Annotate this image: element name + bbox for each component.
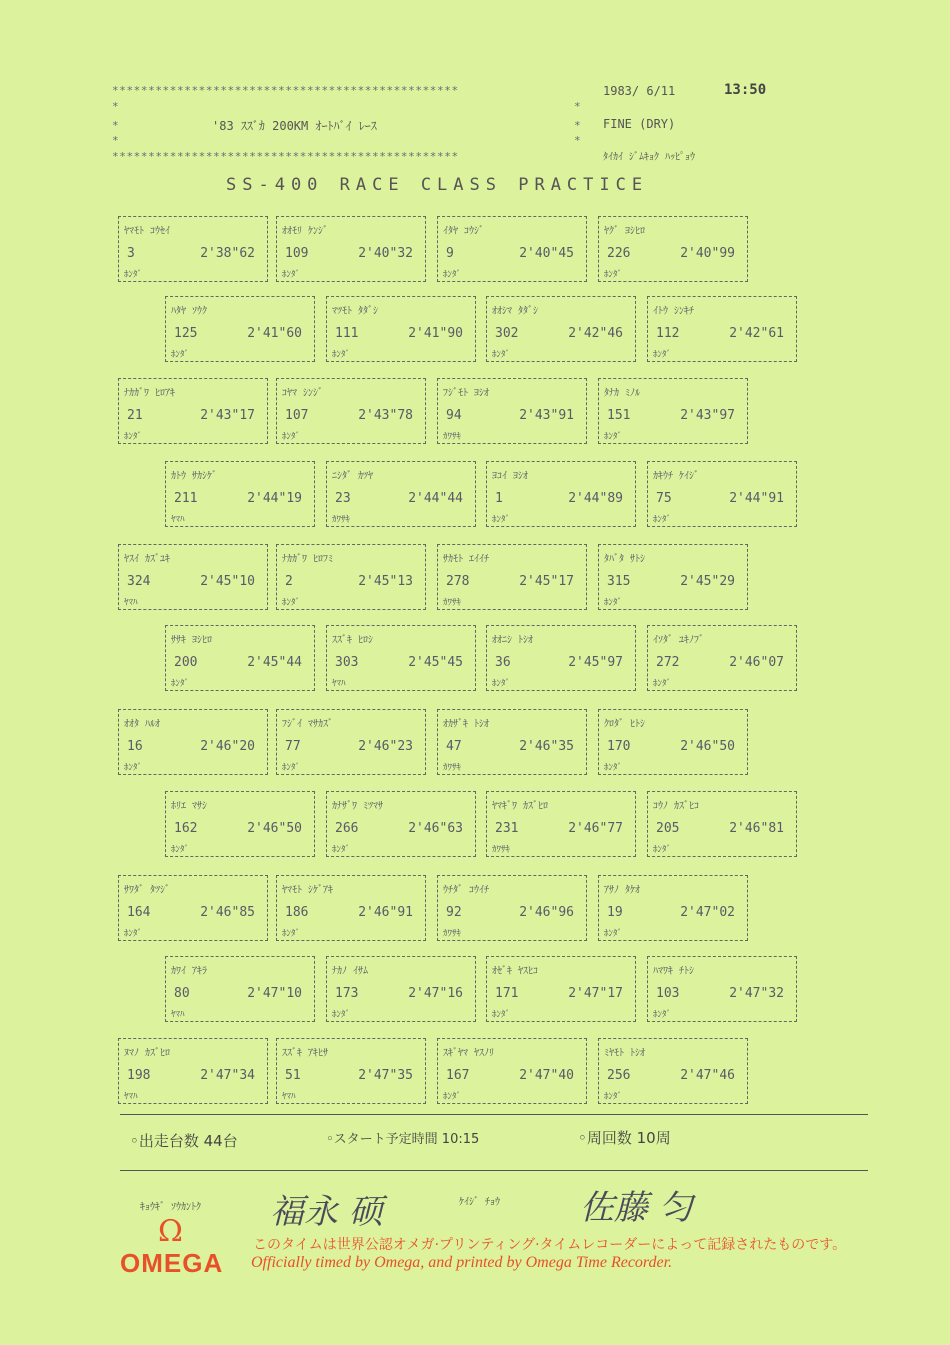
bike-number: 162 xyxy=(174,821,198,836)
result-card xyxy=(118,709,268,775)
rider-name: ﾅｶﾉ ｲｻﾑ xyxy=(332,966,369,977)
header-star-left-2: * xyxy=(112,119,120,132)
result-card xyxy=(276,544,426,610)
manufacturer: ﾎﾝﾀﾞ xyxy=(443,1092,462,1102)
result-card xyxy=(276,1038,426,1104)
bike-number: 266 xyxy=(335,821,359,836)
bike-number: 107 xyxy=(285,408,309,423)
result-card xyxy=(598,216,748,282)
result-card xyxy=(598,544,748,610)
lap-time: 2'47"02 xyxy=(680,905,735,920)
rider-name: ｲﾀﾔ ｺｳｼﾞ xyxy=(443,226,485,237)
rider-name: ｵｵｼﾏ ﾀﾀﾞｼ xyxy=(492,306,539,317)
rider-name: ｵｶｻﾞｷ ﾄｼｵ xyxy=(443,719,490,730)
lap-time: 2'43"78 xyxy=(358,408,413,423)
lap-time: 2'46"77 xyxy=(568,821,623,836)
lap-time: 2'45"45 xyxy=(408,655,463,670)
lap-time: 2'45"17 xyxy=(519,574,574,589)
manufacturer: ﾎﾝﾀﾞ xyxy=(282,598,301,608)
bike-number: 151 xyxy=(607,408,631,423)
manufacturer: ﾎﾝﾀﾞ xyxy=(171,679,190,689)
bike-number: 170 xyxy=(607,739,631,754)
timing-chief-label: ｹｲｼﾞ ﾁｮｳ xyxy=(459,1197,501,1208)
result-card xyxy=(647,296,797,362)
lap-time: 2'42"61 xyxy=(729,326,784,341)
lap-time: 2'47"40 xyxy=(519,1068,574,1083)
lap-time: 2'40"45 xyxy=(519,246,574,261)
result-card xyxy=(598,1038,748,1104)
lap-time: 2'43"97 xyxy=(680,408,735,423)
manufacturer: ﾎﾝﾀﾞ xyxy=(492,679,511,689)
manufacturer: ﾔﾏﾊ xyxy=(124,598,138,608)
result-card xyxy=(165,791,315,857)
rider-name: ｻﾜﾀﾞ ﾀﾂｼﾞ xyxy=(124,885,171,896)
result-card xyxy=(165,296,315,362)
manufacturer: ﾎﾝﾀﾞ xyxy=(604,598,623,608)
rider-name: ｽｷﾞﾔﾏ ﾔｽﾉﾘ xyxy=(443,1048,495,1059)
lap-time: 2'44"91 xyxy=(729,491,784,506)
rider-name: ﾔｸﾞ ﾖｼﾋﾛ xyxy=(604,226,646,237)
result-card xyxy=(647,956,797,1022)
result-card xyxy=(326,791,476,857)
result-card xyxy=(118,875,268,941)
result-card xyxy=(647,791,797,857)
lap-time: 2'45"44 xyxy=(247,655,302,670)
header-star-left-1: * xyxy=(112,100,120,113)
bike-number: 1 xyxy=(495,491,503,506)
result-card xyxy=(276,378,426,444)
lap-time: 2'46"85 xyxy=(200,905,255,920)
bike-number: 3 xyxy=(127,246,135,261)
lap-time: 2'46"63 xyxy=(408,821,463,836)
manufacturer: ﾎﾝﾀﾞ xyxy=(282,432,301,442)
lap-time: 2'44"44 xyxy=(408,491,463,506)
manufacturer: ｶﾜｻｷ xyxy=(443,929,462,939)
result-card xyxy=(598,378,748,444)
result-card xyxy=(326,461,476,527)
rider-name: ｶﾄｳ ｻｶｼｹﾞ xyxy=(171,471,218,482)
rider-name: ﾎﾘｴ ﾏｻｼ xyxy=(171,801,208,812)
rider-name: ﾆｼﾀﾞ ｶﾂﾔ xyxy=(332,471,374,482)
lap-time: 2'46"07 xyxy=(729,655,784,670)
manufacturer: ﾎﾝﾀﾞ xyxy=(604,1092,623,1102)
bike-number: 186 xyxy=(285,905,309,920)
bike-number: 75 xyxy=(656,491,672,506)
bike-number: 2 xyxy=(285,574,293,589)
rider-name: ｵｾﾞｷ ﾔｽﾋｺ xyxy=(492,966,539,977)
rider-name: ﾅｶｶﾞﾜ ﾋﾛﾌﾐ xyxy=(282,554,334,565)
rider-name: ﾏﾂﾓﾄ ﾀﾀﾞｼ xyxy=(332,306,379,317)
result-card xyxy=(598,875,748,941)
manufacturer: ﾔﾏﾊ xyxy=(124,1092,138,1102)
bike-number: 109 xyxy=(285,246,309,261)
bike-number: 111 xyxy=(335,326,359,341)
result-card xyxy=(165,625,315,691)
lap-time: 2'45"97 xyxy=(568,655,623,670)
result-card xyxy=(598,709,748,775)
weather: FINE (DRY) xyxy=(603,117,676,131)
result-card xyxy=(437,378,587,444)
page-title: SS-400 RACE CLASS PRACTICE xyxy=(226,175,649,195)
rider-name: ﾔﾏﾓﾄ ｺｳｾｲ xyxy=(124,226,171,237)
omega-logo-icon: Ω xyxy=(158,1214,183,1249)
result-card xyxy=(118,216,268,282)
lap-time: 2'46"81 xyxy=(729,821,784,836)
rider-name: ﾌｼﾞﾓﾄ ﾖｼｵ xyxy=(443,388,490,399)
rider-name: ｶﾅｻﾞﾜ ﾐﾂﾏｻ xyxy=(332,801,384,812)
result-card xyxy=(437,544,587,610)
print-time: 13:50 xyxy=(724,82,767,98)
lap-count: ◦周回数 10周 xyxy=(578,1129,671,1147)
rider-name: ﾐﾔﾓﾄ ﾄｼｵ xyxy=(604,1048,646,1059)
bike-number: 226 xyxy=(607,246,631,261)
bike-number: 23 xyxy=(335,491,351,506)
lap-time: 2'46"96 xyxy=(519,905,574,920)
result-card xyxy=(486,791,636,857)
manufacturer: ﾎﾝﾀﾞ xyxy=(604,763,623,773)
manufacturer: ﾎﾝﾀﾞ xyxy=(443,270,462,280)
bike-number: 315 xyxy=(607,574,631,589)
result-card xyxy=(486,956,636,1022)
bike-number: 211 xyxy=(174,491,198,506)
race-director-signature: 福永 硕 xyxy=(270,1192,383,1232)
bike-number: 103 xyxy=(656,986,680,1001)
bike-number: 21 xyxy=(127,408,143,423)
bike-number: 303 xyxy=(335,655,359,670)
manufacturer: ﾎﾝﾀﾞ xyxy=(124,763,143,773)
bike-number: 173 xyxy=(335,986,359,1001)
bike-number: 200 xyxy=(174,655,198,670)
header-star-left-3: * xyxy=(112,134,120,147)
rider-name: ｲﾄｳ ｼﾝｷﾁ xyxy=(653,306,695,317)
result-card xyxy=(437,709,587,775)
divider-bottom xyxy=(120,1170,868,1171)
header-star-right-2: * xyxy=(574,119,582,132)
bike-number: 231 xyxy=(495,821,519,836)
rider-name: ｱｻﾉ ﾀｹｵ xyxy=(604,885,641,896)
manufacturer: ﾔﾏﾊ xyxy=(332,679,346,689)
lap-time: 2'47"34 xyxy=(200,1068,255,1083)
lap-time: 2'47"10 xyxy=(247,986,302,1001)
bike-number: 324 xyxy=(127,574,151,589)
manufacturer: ﾎﾝﾀﾞ xyxy=(124,270,143,280)
rider-name: ｺﾔﾏ ｼﾝｼﾞ xyxy=(282,388,324,399)
rider-name: ﾖｺｲ ﾖｼｵ xyxy=(492,471,529,482)
print-date: 1983/ 6/11 xyxy=(603,84,676,98)
rider-name: ﾊﾏﾜｷ ﾁﾄｼ xyxy=(653,966,695,977)
manufacturer: ﾔﾏﾊ xyxy=(171,1010,185,1020)
bike-number: 272 xyxy=(656,655,680,670)
lap-time: 2'45"29 xyxy=(680,574,735,589)
rider-name: ｽｽﾞｷ ｱｷﾋｻ xyxy=(282,1048,329,1059)
lap-time: 2'44"19 xyxy=(247,491,302,506)
bike-number: 198 xyxy=(127,1068,151,1083)
header-stars-bottom: ************************************************ xyxy=(112,150,459,163)
rider-name: ｶﾜｲ ｱｷﾗ xyxy=(171,966,208,977)
bike-number: 92 xyxy=(446,905,462,920)
bike-number: 171 xyxy=(495,986,519,1001)
lap-time: 2'47"32 xyxy=(729,986,784,1001)
rider-name: ｳﾁﾀﾞ ｺｳｲﾁ xyxy=(443,885,490,896)
rider-name: ｺｳﾉ ｶｽﾞﾋｺ xyxy=(653,801,700,812)
lap-time: 2'43"91 xyxy=(519,408,574,423)
lap-time: 2'47"46 xyxy=(680,1068,735,1083)
result-card xyxy=(165,461,315,527)
header-stars-top: ************************************************ xyxy=(112,84,459,97)
manufacturer: ﾎﾝﾀﾞ xyxy=(282,763,301,773)
rider-name: ｻｶﾓﾄ ｴｲｲﾁ xyxy=(443,554,490,565)
result-card xyxy=(118,378,268,444)
result-card xyxy=(486,461,636,527)
lap-time: 2'40"99 xyxy=(680,246,735,261)
bike-number: 167 xyxy=(446,1068,470,1083)
bike-number: 16 xyxy=(127,739,143,754)
manufacturer: ﾎﾝﾀﾞ xyxy=(171,350,190,360)
rider-name: ﾅｶｶﾞﾜ ﾋﾛｱｷ xyxy=(124,388,176,399)
lap-time: 2'47"17 xyxy=(568,986,623,1001)
bike-number: 94 xyxy=(446,408,462,423)
bike-number: 205 xyxy=(656,821,680,836)
manufacturer: ﾎﾝﾀﾞ xyxy=(171,845,190,855)
bike-number: 278 xyxy=(446,574,470,589)
manufacturer: ｶﾜｻｷ xyxy=(332,515,351,525)
rider-name: ｻｻｷ ﾖｼﾋﾛ xyxy=(171,635,213,646)
result-card xyxy=(437,1038,587,1104)
bike-number: 256 xyxy=(607,1068,631,1083)
result-card xyxy=(326,296,476,362)
rider-name: ｸﾛﾀﾞ ﾋﾄｼ xyxy=(604,719,646,730)
manufacturer: ｶﾜｻｷ xyxy=(443,763,462,773)
bike-number: 9 xyxy=(446,246,454,261)
race-director-label: ｷｮｳｷﾞ ｿｳｶﾝﾄｸ xyxy=(140,1202,202,1213)
rider-name: ﾔﾏﾓﾄ ｼｹﾞｱｷ xyxy=(282,885,334,896)
rider-name: ｵｵﾆｼ ﾄｼｵ xyxy=(492,635,534,646)
rider-name: ｽｽﾞｷ ﾋﾛｼ xyxy=(332,635,374,646)
header-star-right-3: * xyxy=(574,134,582,147)
rider-name: ｲｿﾀﾞ ﾕｷﾉﾌﾞ xyxy=(653,635,705,646)
rider-name: ｵｵﾓﾘ ｹﾝｼﾞ xyxy=(282,226,329,237)
result-card xyxy=(276,875,426,941)
result-card xyxy=(118,544,268,610)
rider-name: ﾀﾅｶ ﾐﾉﾙ xyxy=(604,388,641,399)
bike-number: 164 xyxy=(127,905,151,920)
event-name: '83 ｽｽﾞｶ 200KM ｵｰﾄﾊﾞｲ ﾚｰｽ xyxy=(212,119,377,133)
result-card xyxy=(437,216,587,282)
bike-number: 19 xyxy=(607,905,623,920)
result-card xyxy=(326,625,476,691)
manufacturer: ﾎﾝﾀﾞ xyxy=(492,350,511,360)
manufacturer: ﾔﾏﾊ xyxy=(171,515,185,525)
manufacturer: ﾎﾝﾀﾞ xyxy=(124,929,143,939)
rider-name: ﾔｽｲ ｶｽﾞﾕｷ xyxy=(124,554,171,565)
lap-time: 2'46"50 xyxy=(247,821,302,836)
lap-time: 2'45"13 xyxy=(358,574,413,589)
lap-time: 2'46"23 xyxy=(358,739,413,754)
lap-time: 2'38"62 xyxy=(200,246,255,261)
result-card xyxy=(276,709,426,775)
lap-time: 2'46"50 xyxy=(680,739,735,754)
lap-time: 2'41"90 xyxy=(408,326,463,341)
omega-notice-jp: このタイムは世界公認オメガ·プリンティング·タイムレコーダーによって記録されたものです。 xyxy=(253,1237,847,1253)
manufacturer: ﾔﾏﾊ xyxy=(282,1092,296,1102)
divider-top xyxy=(120,1114,868,1115)
result-card xyxy=(647,625,797,691)
manufacturer: ｶﾜｻｷ xyxy=(492,845,511,855)
manufacturer: ｶﾜｻｷ xyxy=(443,598,462,608)
lap-time: 2'43"17 xyxy=(200,408,255,423)
manufacturer: ﾎﾝﾀﾞ xyxy=(332,845,351,855)
lap-time: 2'41"60 xyxy=(247,326,302,341)
bike-number: 47 xyxy=(446,739,462,754)
manufacturer: ﾎﾝﾀﾞ xyxy=(124,432,143,442)
manufacturer: ﾎﾝﾀﾞ xyxy=(492,515,511,525)
start-time: ◦スタート予定時間 10:15 xyxy=(326,1132,480,1147)
result-card xyxy=(647,461,797,527)
entries-count: ◦出走台数 44台 xyxy=(130,1132,238,1150)
manufacturer: ﾎﾝﾀﾞ xyxy=(282,270,301,280)
result-card xyxy=(276,216,426,282)
bike-number: 51 xyxy=(285,1068,301,1083)
manufacturer: ﾎﾝﾀﾞ xyxy=(604,929,623,939)
manufacturer: ｶﾜｻｷ xyxy=(443,432,462,442)
result-card xyxy=(486,296,636,362)
bike-number: 80 xyxy=(174,986,190,1001)
rider-name: ﾇﾏﾉ ｶｽﾞﾋﾛ xyxy=(124,1048,171,1059)
lap-time: 2'44"89 xyxy=(568,491,623,506)
rider-name: ｵｵﾀ ﾊﾙｵ xyxy=(124,719,161,730)
bike-number: 112 xyxy=(656,326,680,341)
manufacturer: ﾎﾝﾀﾞ xyxy=(653,845,672,855)
omega-logo-text: OMEGA xyxy=(120,1248,224,1278)
lap-time: 2'46"20 xyxy=(200,739,255,754)
lap-time: 2'45"10 xyxy=(200,574,255,589)
result-card xyxy=(165,956,315,1022)
rider-name: ﾔﾏｷﾞﾜ ｶｽﾞﾋﾛ xyxy=(492,801,549,812)
manufacturer: ﾎﾝﾀﾞ xyxy=(332,1010,351,1020)
lap-time: 2'47"35 xyxy=(358,1068,413,1083)
header-star-right-1: * xyxy=(574,100,582,113)
manufacturer: ﾎﾝﾀﾞ xyxy=(282,929,301,939)
result-card xyxy=(118,1038,268,1104)
bike-number: 77 xyxy=(285,739,301,754)
manufacturer: ﾎﾝﾀﾞ xyxy=(653,350,672,360)
bike-number: 36 xyxy=(495,655,511,670)
rider-name: ﾀﾊﾞﾀ ｻﾄｼ xyxy=(604,554,646,565)
result-card xyxy=(326,956,476,1022)
manufacturer: ﾎﾝﾀﾞ xyxy=(492,1010,511,1020)
rider-name: ﾊﾀﾔ ｿｳｸ xyxy=(171,306,208,317)
lap-time: 2'40"32 xyxy=(358,246,413,261)
rider-name: ｶｷｳﾁ ｹｲｼﾞ xyxy=(653,471,700,482)
bike-number: 302 xyxy=(495,326,519,341)
manufacturer: ﾎﾝﾀﾞ xyxy=(653,515,672,525)
omega-notice-en: Officially timed by Omega, and printed by Omega Time Recorder. xyxy=(251,1254,673,1271)
manufacturer: ﾎﾝﾀﾞ xyxy=(332,350,351,360)
manufacturer: ﾎﾝﾀﾞ xyxy=(604,432,623,442)
lap-time: 2'46"35 xyxy=(519,739,574,754)
manufacturer: ﾎﾝﾀﾞ xyxy=(653,679,672,689)
manufacturer: ﾎﾝﾀﾞ xyxy=(604,270,623,280)
lap-time: 2'47"16 xyxy=(408,986,463,1001)
bike-number: 125 xyxy=(174,326,198,341)
result-card xyxy=(437,875,587,941)
result-card xyxy=(486,625,636,691)
timing-office: ﾀｲｶｲ ｼﾞﾑｷｮｸ ﾊｯﾋﾟｮｳ xyxy=(603,152,696,163)
lap-time: 2'42"46 xyxy=(568,326,623,341)
lap-time: 2'46"91 xyxy=(358,905,413,920)
manufacturer: ﾎﾝﾀﾞ xyxy=(653,1010,672,1020)
timing-chief-signature: 佐藤 匀 xyxy=(580,1188,693,1228)
rider-name: ﾌｼﾞｲ ﾏｻｶｽﾞ xyxy=(282,719,334,730)
